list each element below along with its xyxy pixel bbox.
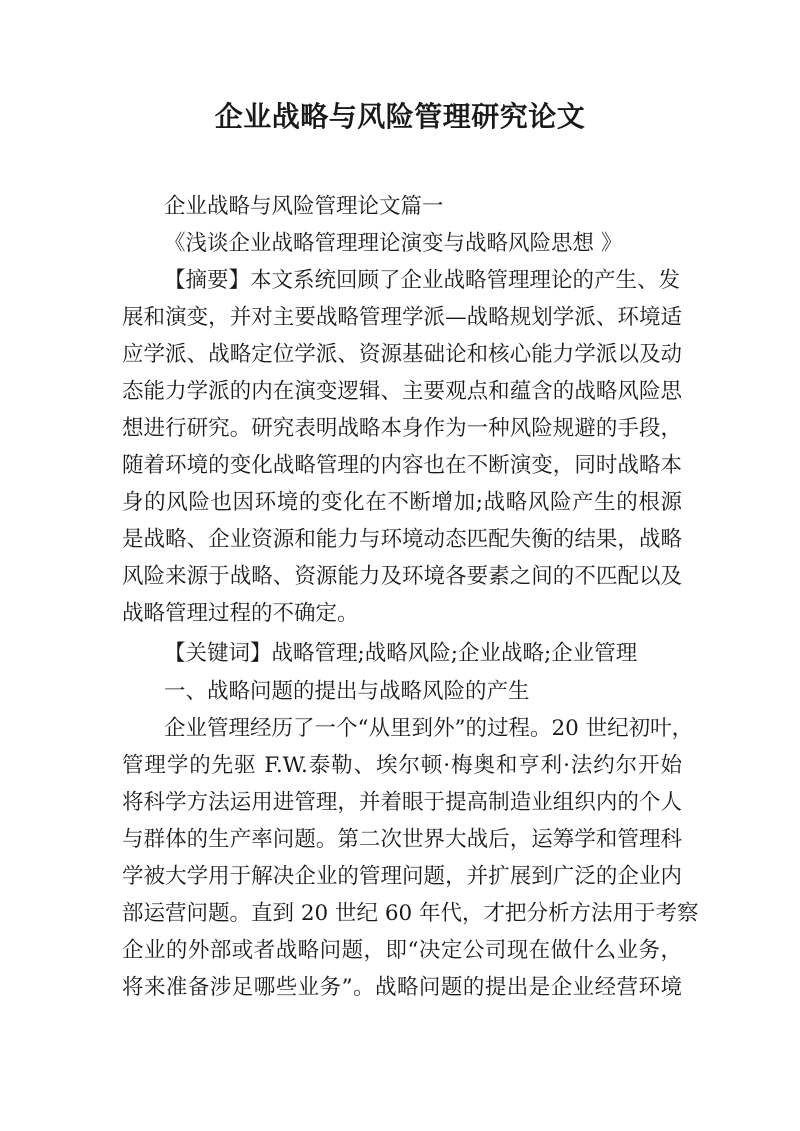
section-heading: 一、战略问题的提出与战略风险的产生 xyxy=(164,679,530,704)
abstract-line: 态能力学派的内在演变逻辑、主要观点和蕴含的战略风险思 xyxy=(122,379,682,404)
body-line: 与群体的生产率问题。第二次世界大战后，运筹学和管理科 xyxy=(122,827,682,852)
abstract-line: 是战略、企业资源和能力与环境动态匹配失衡的结果，战略 xyxy=(122,527,682,552)
abstract-line: 风险来源于战略、资源能力及环境各要素之间的不匹配以及 xyxy=(122,564,682,589)
keywords-line: 【关键词】战略管理;战略风险;企业战略;企业管理 xyxy=(164,641,638,666)
body-line: 将来准备涉足哪些业务”。战略问题的提出是企业经营环境 xyxy=(122,975,682,1000)
paper-title: 《浅谈企业战略管理理论演变与战略风险思想 》 xyxy=(164,231,623,256)
abstract-line: 身的风险也因环境的变化在不断增加;战略风险产生的根源 xyxy=(122,490,682,515)
abstract-line: 随着环境的变化战略管理的内容也在不断演变，同时战略本 xyxy=(122,453,682,478)
abstract-line: 展和演变，并对主要战略管理学派—战略规划学派、环境适 xyxy=(122,305,682,330)
document-title: 企业战略与风险管理研究论文 xyxy=(214,100,586,133)
body-line: 学被大学用于解决企业的管理问题，并扩展到广泛的企业内 xyxy=(122,864,682,889)
abstract-line: 想进行研究。研究表明战略本身作为一种风险规避的手段， xyxy=(122,416,682,441)
body-line: 管理学的先驱 F.W.泰勒、埃尔顿·梅奥和亨利·法约尔开始 xyxy=(122,753,682,778)
abstract-line: 战略管理过程的不确定。 xyxy=(122,601,359,626)
abstract-line: 应学派、战略定位学派、资源基础论和核心能力学派以及动 xyxy=(122,342,682,367)
body-line: 部运营问题。直到 20 世纪 60 年代，才把分析方法用于考察 xyxy=(122,901,699,926)
body-line: 将科学方法运用进管理，并着眼于提高制造业组织内的个人 xyxy=(122,790,682,815)
body-line: 企业的外部或者战略问题，即“决定公司现在做什么业务， xyxy=(122,938,682,963)
section-heading: 企业战略与风险管理论文篇一 xyxy=(164,194,444,219)
body-line: 企业管理经历了一个“从里到外”的过程。20 世纪初叶， xyxy=(164,716,694,741)
abstract-line: 【摘要】本文系统回顾了企业战略管理理论的产生、发 xyxy=(164,268,681,293)
